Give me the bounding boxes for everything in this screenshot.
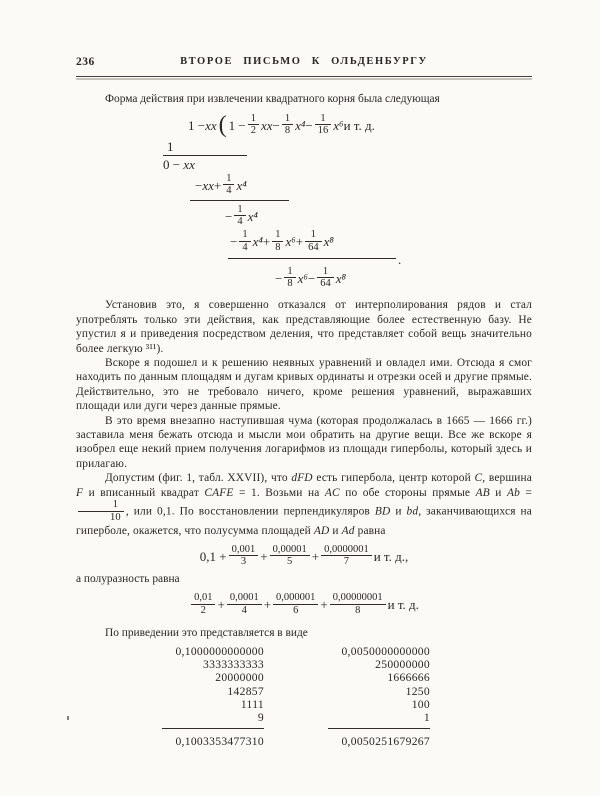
fraction <box>321 544 372 568</box>
big-paren: ( <box>218 111 227 138</box>
division-step-6 <box>275 266 532 291</box>
reduction-line: По приведении это представляется в виде <box>105 626 308 639</box>
fraction-numerator: 1 <box>272 229 283 242</box>
fraction <box>248 113 259 137</box>
right-column-total: 0,0050251679267 <box>341 735 430 749</box>
formula-token: x⁴ <box>295 117 306 133</box>
fraction-numerator: 0,00001 <box>270 544 310 557</box>
left-column-total: 0,1003353477310 <box>175 735 264 749</box>
fraction-denominator: 2 <box>200 604 206 616</box>
formula-token: Ab <box>506 486 520 499</box>
formula-token: и <box>489 486 507 499</box>
fraction <box>270 544 310 568</box>
half-sum-formula <box>76 543 532 570</box>
formula-token: CAFE <box>204 486 234 499</box>
fraction-denominator: 64 <box>308 241 319 253</box>
formula-token: − <box>305 117 313 133</box>
formula-token: x⁴ <box>247 208 258 224</box>
fraction <box>284 266 295 290</box>
formula-token: 0,1 + <box>199 548 227 564</box>
fraction-denominator: 8 <box>287 278 293 290</box>
formula-token: по обе стороны прямые <box>339 486 476 499</box>
number-row: 0,0050000000000 <box>341 645 430 659</box>
paragraph-hyperbola <box>76 471 532 538</box>
formula-token: AB <box>475 486 490 499</box>
fraction-numerator: 0,0000001 <box>321 544 372 557</box>
division-rule-2-row <box>76 252 532 268</box>
fraction-numerator: 1 <box>305 229 322 242</box>
formula-token: 1 − <box>188 117 206 133</box>
number-columns <box>76 645 532 748</box>
fraction-denominator: 4 <box>237 216 243 228</box>
formula-token: AD <box>313 525 330 538</box>
fraction-denominator: 4 <box>226 185 232 197</box>
number-row: 1111 <box>240 697 264 711</box>
formula-token: Ad <box>341 525 355 538</box>
fraction-denominator: 4 <box>241 604 247 616</box>
half-diff-formula <box>76 592 532 619</box>
formula-token: x⁶ <box>285 234 296 250</box>
fraction <box>229 544 259 568</box>
formula-token: + <box>320 597 328 613</box>
fraction-numerator: 1 <box>284 266 295 279</box>
fraction <box>305 229 322 253</box>
fraction <box>272 229 283 253</box>
fraction-denominator: 3 <box>240 556 247 568</box>
sum-rule-right <box>328 728 430 729</box>
half-diff-label: а полуразность равна <box>76 573 180 586</box>
formula-token: и <box>390 505 407 518</box>
scan-speck <box>67 716 69 720</box>
fraction-numerator: 0,000001 <box>273 592 318 605</box>
right-number-column <box>328 645 430 748</box>
fraction-denominator: 5 <box>287 556 293 568</box>
page-header <box>76 56 532 70</box>
fraction-denominator: 8 <box>355 604 361 616</box>
fraction-numerator: 1 <box>282 113 293 126</box>
formula-token: x⁸ <box>335 270 347 286</box>
fraction <box>273 592 318 616</box>
header-rule-shadow <box>76 78 532 80</box>
formula-token: и вписанный квадрат <box>83 486 205 499</box>
left-number-column <box>162 645 264 748</box>
running-title: ВТОРОЕ ПИСЬМО К ОЛЬДЕНБУРГУ <box>180 56 428 67</box>
fraction <box>191 592 215 616</box>
division-step-1 <box>163 139 247 156</box>
formula-token: dFD <box>291 472 313 485</box>
formula-token: C <box>474 472 483 485</box>
number-row: 142857 <box>227 684 264 698</box>
formula-token: , заканчивающихся на гиперболе, окажется, что полусумма площадей <box>76 505 532 538</box>
formula-token: и т. д., <box>373 548 409 564</box>
number-row: 0,1000000000000 <box>175 645 264 659</box>
formula-token: 0 − <box>163 157 184 173</box>
formula-token: + <box>311 548 320 564</box>
paragraph-plague: В это время внезапно наступившая чума (которая продолжалась в 1665 — 1666 гг.) заставила меня бежать отсюда и мысли мои обратить на другие вещи. Все же вскоре я изобрел еще некий прием получения логарифмов из площади гиперболы, который здесь и прилагаю. <box>76 414 532 470</box>
sum-rule-left <box>162 728 264 729</box>
formula-token: bd <box>406 505 419 518</box>
formula-token: x⁶ <box>333 117 344 133</box>
formula-token: = 1. Возьми на <box>233 486 325 499</box>
number-row: 3333333333 <box>203 658 264 672</box>
number-row: 1666666 <box>387 671 430 685</box>
division-step-2 <box>163 156 532 173</box>
fraction <box>227 592 262 616</box>
formula-token: Допустим (фиг. 1, табл. XXVII), что <box>105 472 292 485</box>
division-end-mark: . <box>398 252 402 268</box>
fraction-denominator: 2 <box>250 125 256 137</box>
formula-token: F <box>76 486 84 499</box>
formula-token: − <box>307 270 316 286</box>
formula-token: x⁶ <box>297 270 308 286</box>
formula-token: + <box>213 177 222 193</box>
number-row: 100 <box>411 697 430 711</box>
formula-token: + <box>262 234 271 250</box>
formula-token: xx <box>183 157 195 173</box>
fraction-numerator: 0,01 <box>191 592 215 605</box>
formula-token: и <box>329 525 342 538</box>
fraction <box>234 204 245 228</box>
division-step-3 <box>195 173 532 198</box>
fraction-numerator: 0,001 <box>229 544 259 557</box>
fraction-numerator: 1 <box>248 113 259 126</box>
formula-token: − <box>230 234 238 250</box>
fraction-numerator: 1 <box>223 173 234 186</box>
page-number: 236 <box>76 56 95 68</box>
fraction <box>282 113 293 137</box>
fraction-denominator: 4 <box>242 241 248 253</box>
formula-token: xx <box>202 177 214 193</box>
formula-token: xx <box>260 117 273 133</box>
formula-token: xx <box>205 117 217 133</box>
formula-token: + <box>260 548 268 564</box>
fraction-numerator: 1 <box>317 266 334 279</box>
number-row: 1250 <box>405 684 430 698</box>
paragraph-equations: Вскоре я подошел и к решению неявных уравнений и овладел ими. Отсюда я смог находить по данным площадям и дугам кривых ординаты и отрезки осей и другие прямые. Действительно, это не требовало ничего, кроме решения уравнений, выражавших площади или дуги через данные прямые. <box>76 356 532 413</box>
formula-token: + <box>217 597 225 613</box>
formula-token: x⁴ <box>236 177 247 193</box>
formula-token: 1 − <box>228 117 246 133</box>
fraction <box>223 173 234 197</box>
division-rule-2 <box>228 258 396 259</box>
formula-token: AC <box>324 486 340 499</box>
fraction-denominator: 8 <box>284 125 291 137</box>
formula-token: 1 <box>167 139 174 155</box>
formula-token: + <box>295 234 304 250</box>
formula-token: , или 0,1. По восстановлении перпендикуляров <box>125 505 375 518</box>
number-row: 9 <box>257 711 264 725</box>
formula-token: + <box>263 597 272 613</box>
formula-token: x⁸ <box>323 234 334 250</box>
formula-token: − <box>272 117 280 133</box>
formula-token: − <box>195 177 203 193</box>
formula-token: равна <box>354 525 386 538</box>
fraction-denominator: 8 <box>275 241 281 253</box>
fraction-numerator: 1 <box>315 113 332 126</box>
fraction-denominator: 7 <box>343 556 349 568</box>
number-row: 1 <box>423 711 430 725</box>
formula-token: BD <box>374 505 391 518</box>
formula-token: есть гипербола, центр которой <box>312 472 475 485</box>
paragraph-interpolation: Установив это, я совершенно отказался от интерполирования рядов и стал употреблять только эти действия, как представляющие более естественную базу. Не упустил я и приведения посредством деления, что представляет собой вещь значительно более легкую ³¹¹). <box>76 299 532 355</box>
fraction <box>78 499 124 523</box>
formula-token: − <box>275 270 283 286</box>
formula-token: и т. д. <box>387 597 419 613</box>
division-step-5 <box>230 229 532 255</box>
fraction-numerator: 0,0001 <box>227 592 262 605</box>
fraction-denominator: 16 <box>317 125 329 137</box>
division-quotient-row <box>188 112 532 139</box>
fraction-denominator: 64 <box>320 278 331 290</box>
fraction <box>317 266 334 290</box>
fraction-numerator: 1 <box>239 229 250 242</box>
header-rule <box>76 76 532 77</box>
formula-token: = <box>519 486 532 499</box>
division-step-4 <box>225 204 532 229</box>
formula-token: и т. д. <box>343 117 375 133</box>
fraction <box>315 113 332 137</box>
fraction-denominator: 6 <box>293 604 299 616</box>
formula-token: − <box>225 208 233 224</box>
number-row: 20000000 <box>215 671 264 685</box>
formula-token: x⁴ <box>252 234 263 250</box>
fraction-denominator: 10 <box>110 511 121 523</box>
fraction-numerator: 1 <box>234 204 245 217</box>
fraction-numerator: 0,00000001 <box>330 592 386 605</box>
fraction <box>330 592 386 616</box>
division-rule-1 <box>190 200 289 201</box>
number-row: 250000000 <box>375 658 430 672</box>
formula-token: , вершина <box>482 472 532 485</box>
intro-line: Форма действия при извлечении квадратного корня была следующая <box>105 93 440 105</box>
fraction-numerator: 1 <box>78 499 124 512</box>
long-division-block <box>76 112 532 291</box>
fraction <box>239 229 250 253</box>
